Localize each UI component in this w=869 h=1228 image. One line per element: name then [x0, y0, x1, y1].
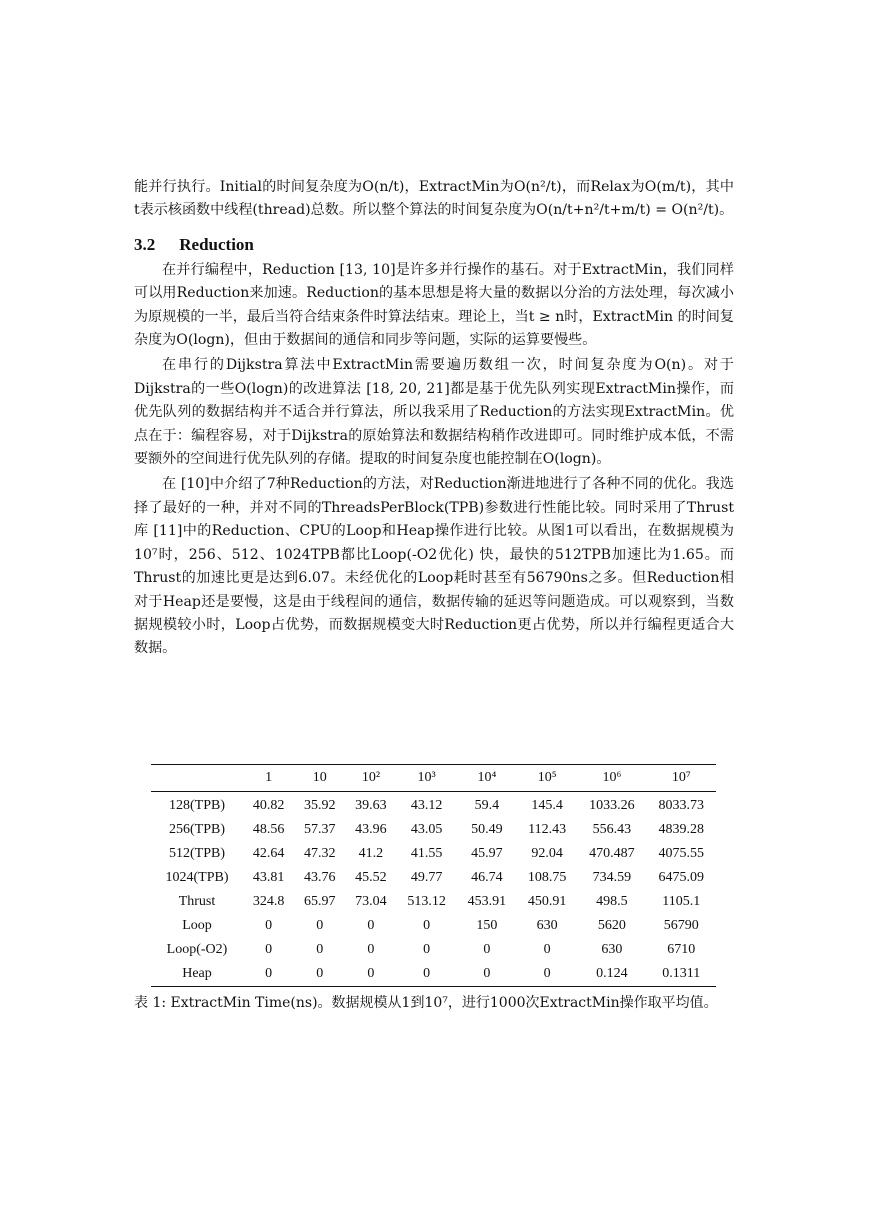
table-cell: 45.97 [471, 846, 503, 861]
table-cell: 0 [483, 966, 491, 981]
table-cell: 50.49 [471, 822, 503, 837]
table-header-cell: 10⁷ [671, 770, 691, 785]
table-cell: 1105.1 [662, 894, 701, 909]
table-cell: 5620 [597, 918, 626, 933]
table-cell: 59.4 [474, 798, 500, 813]
table-row [151, 866, 716, 890]
table-cell: 0.1311 [662, 966, 701, 981]
table-cell: 41.55 [410, 846, 443, 861]
table-row-label: Loop [182, 918, 212, 933]
table-cell: 40.82 [252, 798, 285, 813]
table-cell: 734.59 [592, 870, 632, 885]
table-cell: 0 [483, 942, 491, 957]
table-header-row [151, 765, 716, 792]
table-cell: 630 [601, 942, 623, 957]
table-cell: 0 [367, 942, 375, 957]
table-cell: 556.43 [592, 822, 632, 837]
intro-paragraph: 能并行执行。Initial的时间复杂度为O(n/t)，ExtractMin为O(n²/t)，而Relax为O(m/t)，其中t表示核函数中线程(thread)总数。所以整个算法的时间复杂度为O(n/t+n²/t+m/t) = O(n²/t)。 [134, 179, 734, 219]
table-header-cell: 10³ [417, 770, 436, 785]
table-cell: 49.77 [410, 870, 443, 885]
table-cell: 498.5 [596, 894, 628, 909]
table-row-label: 512(TPB) [169, 846, 225, 861]
table-cell: 47.32 [304, 846, 336, 861]
table-cell: 0 [543, 966, 551, 981]
table-cell: 43.96 [355, 822, 387, 837]
table-cell: 0 [423, 918, 431, 933]
table-cell: 112.43 [528, 822, 567, 837]
table-cell: 0 [316, 918, 324, 933]
table-cell: 39.63 [355, 798, 387, 813]
table-cell: 45.52 [355, 870, 387, 885]
table-cell: 513.12 [407, 894, 446, 909]
table-header-cell: 10² [361, 770, 381, 785]
table-cell: 35.92 [304, 798, 336, 813]
table-body [151, 792, 716, 987]
table-cell: 6475.09 [658, 870, 705, 885]
table-cell: 1033.26 [589, 798, 635, 813]
table-cell: 92.04 [531, 846, 563, 861]
table-cell: 6710 [667, 942, 696, 957]
table-cell: 73.04 [355, 894, 387, 909]
table-row-label: Loop(-O2) [166, 942, 228, 957]
page-body [134, 176, 734, 663]
table-cell: 0 [265, 966, 273, 981]
table-cell: 8033.73 [658, 798, 705, 813]
table-cell: 450.91 [527, 894, 567, 909]
table-row [151, 842, 716, 866]
table-header-cell: 10 [312, 770, 327, 785]
table-cell: 0 [316, 966, 324, 981]
table-row-label: 256(TPB) [169, 822, 225, 837]
table-cell: 0 [423, 966, 431, 981]
table-cell: 0 [316, 942, 324, 957]
table-cell: 56790 [663, 918, 699, 933]
table-cell: 46.74 [471, 870, 503, 885]
results-table [151, 764, 716, 987]
results-table-container [151, 764, 716, 987]
table-row [151, 914, 716, 938]
table-row-label: 128(TPB) [169, 798, 225, 813]
paragraph-reduction-intro: 在并行编程中，Reduction [13, 10]是许多并行操作的基石。对于ExtractMin，我们同样可以用Reduction来加速。Reduction的基本思想是将大量的数据以分治的方法处理，每次减小为原规模的一半，最后当符合结束条件时算法结束。理论上，当t ≥ n时，ExtractMin 的时间复杂度为O(logn)，但由于数据间的通信和同步等问题，实际的运算要慢些。 [134, 261, 734, 349]
table-caption: 表 1: ExtractMin Time(ns)。数据规模从1到10⁷，进行1000次ExtractMin操作取平均值。 [134, 995, 718, 1011]
section-number: 3.2 [134, 234, 156, 254]
table-header-cell: 10⁵ [537, 770, 557, 785]
table-cell: 0 [265, 918, 273, 933]
table-cell: 470.487 [589, 846, 635, 861]
table-row [151, 792, 716, 819]
section-heading [134, 235, 734, 255]
table-row [151, 890, 716, 914]
table-cell: 145.4 [531, 798, 563, 813]
table-header-corner [151, 765, 243, 792]
table-header-cell: 10⁶ [602, 770, 622, 785]
table-cell: 43.76 [304, 870, 336, 885]
table-cell: 0 [367, 966, 375, 981]
table-cell: 41.2 [358, 846, 384, 861]
section-title: Reduction [179, 234, 254, 254]
paragraph-reduction-methods: 在 [10]中介绍了7种Reduction的方法，对Reduction渐进地进行了各种不同的优化。我选择了最好的一种，并对不同的ThreadsPerBlock(TPB)参数进行性能比较。同时采用了Thrust库 [11]中的Reduction、CPU的Loop和Heap操作进行比较。从图1可以看出，在数据规模为10⁷时，256、512、1024TPB都比Loop(-O2优化) 快，最快的512TPB加速比为1.65。而Thrust的加速比更是达到6.07。未经优化的Loop耗时甚至有56790ns之多。但Reduction相对于Heap还是要慢，这是由于线程间的通信，数据传输的延迟等问题造成。可以观察到，当数据规模较小时，Loop占优势，而数据规模变大时Reduction更占优势，所以并行编程更适合大数据。 [134, 476, 734, 657]
table-cell: 324.8 [252, 894, 285, 909]
table-cell: 0 [543, 942, 551, 957]
table-cell: 453.91 [467, 894, 507, 909]
table-cell: 150 [476, 918, 498, 933]
table-cell: 630 [536, 918, 558, 933]
table-cell: 42.64 [252, 846, 285, 861]
table-row-label: Heap [182, 966, 212, 981]
table-cell: 0 [367, 918, 375, 933]
table-cell: 43.81 [252, 870, 285, 885]
table-cell: 4075.55 [658, 846, 705, 861]
table-cell: 43.12 [410, 798, 443, 813]
table-cell: 43.05 [410, 822, 443, 837]
paragraph-serial-dijkstra: 在串行的Dijkstra算法中ExtractMin需要遍历数组一次，时间复杂度为O(n)。对于Dijkstra的一些O(logn)的改进算法 [18, 20, 21]都是基于优先队列实现ExtractMin操作，而优先队列的数据结构并不适合并行算法，所以我采用了Reduction的方法实现ExtractMin。优点在于：编程容易，对于Dijkstra的原始算法和数据结构稍作改进即可。同时维护成本低，不需要额外的空间进行优先队列的存储。提取的时间复杂度也能控制在O(logn)。 [134, 357, 734, 468]
table-header-cell: 1 [265, 770, 273, 785]
table-cell: 0 [423, 942, 431, 957]
table-cell: 65.97 [304, 894, 336, 909]
table-row [151, 818, 716, 842]
table-cell: 57.37 [304, 822, 336, 837]
table-cell: 4839.28 [658, 822, 705, 837]
table-cell: 0 [265, 942, 273, 957]
table-header-cell: 10⁴ [477, 770, 497, 785]
table-row-label: Thrust [178, 894, 216, 909]
table-cell: 48.56 [252, 822, 285, 837]
table-row [151, 938, 716, 962]
table-row [151, 962, 716, 987]
table-cell: 0.124 [596, 966, 628, 981]
table-cell: 108.75 [527, 870, 567, 885]
table-row-label: 1024(TPB) [165, 870, 229, 885]
